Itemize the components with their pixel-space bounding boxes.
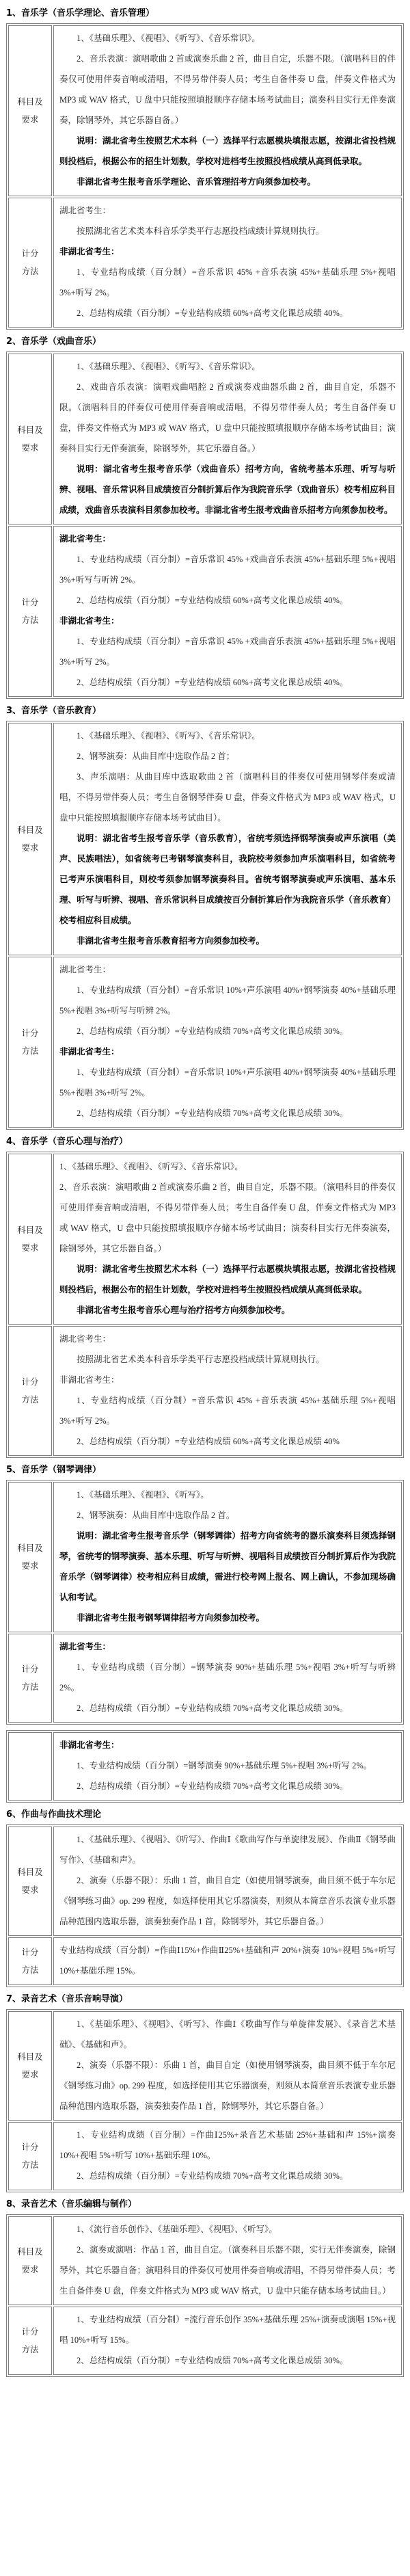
paragraph: 2、演奏（乐器不限）：乐曲 1 首，曲目自定（如使用钢琴演奏，曲目须不低于车尔尼《钢琴练习曲》op. 299 程度，如选择使用其它乐器演奏，则须从本简章音乐表演专业乐器品种范围内选取乐器，演奏独奏作品 1 首，除钢琴外，其它乐器自备。） — [59, 1876, 396, 1926]
row-label: 科目及 要求 — [8, 2216, 52, 2305]
paragraph: 非湖北省考生报考音乐心理与治疗招考方向须参加校考。 — [77, 1305, 290, 1315]
paragraph: 1、专业结构成绩（百分制）=音乐常识 45% +音乐表演 45%+基础乐理 5%+视唱 3%+听写 2%。 — [59, 267, 396, 297]
paragraph: 湖北省考生： — [59, 1642, 111, 1651]
paragraph: 说明：湖北省考生报考音乐学（戏曲音乐）招考方向，省统考基本乐理、听写与听辨、视唱、音乐常识科目成绩按百分制折算后作为我院音乐学（戏曲音乐）校考相应科目成绩，戏曲音乐表演科目须参加校考。非湖北省考生报考戏曲音乐招考方向须参加校考。 — [59, 464, 396, 515]
paragraph: 2、总结构成绩（百分制）=专业结构成绩 70%+高考文化课总成绩 30%。 — [77, 1108, 348, 1118]
table-row — [8, 354, 402, 525]
paragraph: 非湖北省考生报考音乐学理论、音乐管理招考方向须参加校考。 — [77, 177, 316, 187]
paragraph: 非湖北省考生报考音乐教育招考方向须参加校考。 — [77, 936, 265, 946]
table-row — [8, 957, 402, 1128]
table-row — [8, 1326, 402, 1456]
paragraph: 1、专业结构成绩（百分制）=钢琴演奏 90%+基础乐理 5%+视唱 3%+听写与听辨 2%。 — [59, 1662, 396, 1692]
row-label: 计分 方法 — [8, 1937, 52, 1985]
table-row — [8, 2307, 402, 2375]
requirements-table — [6, 2009, 404, 2192]
paragraph: 1、《基础乐理》、《视唱》、《听写》、作曲Ⅰ《歌曲写作与单旋律发展》、作曲Ⅱ《钢琴曲写作》、《基础和声》。 — [59, 1835, 396, 1865]
row-content — [53, 1326, 402, 1456]
section-title: 7、录音艺术（音乐音响导演） — [6, 1994, 128, 2004]
paragraph: 1、专业结构成绩（百分制）=音乐常识 45% +戏曲音乐表演 45%+基础乐理 5%+视唱 3%+听写 2%。 — [59, 637, 396, 667]
paragraph: 1、专业结构成绩（百分制）=流行音乐创作 35%+基础乐理 25%+演奏或演唱 15%+视唱 10%+听写 15%。 — [59, 2315, 396, 2345]
paragraph: 说明：湖北省考生按照艺术本科（一）选择平行志愿模块填报志愿，按湖北省投档规则投档后，根据公布的招生计划数，学校对进档考生按照投档成绩从高到低录取。 — [59, 1264, 396, 1294]
row-label: 计分 方法 — [8, 2307, 52, 2375]
row-content — [53, 1732, 402, 1801]
table-row — [8, 198, 402, 328]
section-title: 6、作曲与作曲技术理论 — [6, 1809, 102, 1820]
paragraph: 湖北省考生： — [59, 206, 111, 215]
row-label: 科目及 要求 — [8, 354, 52, 525]
paragraph: 3、声乐演唱：从曲目库中选取歌曲 2 首（演唱科目的伴奏仅可使用钢琴伴奏或清唱，不得另带伴奏人员；考生自备钢琴伴奏 U 盘，伴奏文件格式为 MP3 或 WAV 格式，U 盘中只能按照填报顺序存储本场考试曲目）。 — [59, 772, 396, 823]
paragraph: 说明：湖北省考生报考音乐学（音乐教育），省统考须选择钢琴演奏或声乐演唱（美声、民族唱法），如省统考已考钢琴演奏科目，我院校考须参加声乐演唱科目，如省统考已考声乐演唱科目，则校考须参加钢琴演奏科目。省统考钢琴演奏或声乐演唱、基本乐理、听写与听辨、视唱、音乐常识科目成绩按百分制折算后作为我院音乐学（音乐教育）校考相应科目成绩。 — [59, 834, 396, 925]
row-label: 科目及 要求 — [8, 1154, 52, 1325]
paragraph: 2、总结构成绩（百分制）=专业结构成绩 60%+高考文化课总成绩 40% — [77, 1437, 340, 1446]
row-content — [53, 2122, 402, 2190]
row-label: 计分 方法 — [8, 526, 52, 697]
paragraph: 2、总结构成绩（百分制）=专业结构成绩 70%+高考文化课总成绩 30%。 — [77, 2356, 348, 2365]
paragraph: 2、钢琴演奏：从曲目库中选取作品 2 首； — [77, 752, 235, 761]
row-content — [53, 526, 402, 697]
paragraph: 非湖北省考生： — [59, 1740, 120, 1750]
paragraph: 1、《基础乐理》、《视唱》、《听写》、《音乐常识》。 — [77, 362, 260, 371]
paragraph: 1、专业结构成绩（百分制）=音乐常识 10%+声乐演唱 40%+钢琴演奏 40%+基础乐理 5%+视唱 3%+听写与听辨 2%。 — [59, 985, 396, 1015]
paragraph: 1、专业结构成绩（百分制）=作曲Ⅰ25%+录音艺术基础 25%+基础和声 15%+演奏 10%+视唱 5%+听写 10%+基础乐理 10%。 — [59, 2130, 396, 2160]
row-content — [53, 1634, 402, 1723]
row-content — [53, 198, 402, 328]
paragraph: 非湖北省考生： — [59, 247, 120, 256]
section-title: 3、音乐学（音乐教育） — [6, 706, 102, 716]
section-title: 5、音乐学（钢琴调律） — [6, 1465, 102, 1475]
table-row — [8, 2122, 402, 2190]
section-title: 4、音乐学（音乐心理与治疗） — [6, 1137, 128, 1147]
row-content — [53, 1154, 402, 1325]
table-row — [8, 526, 402, 697]
row-content — [53, 723, 402, 955]
row-content — [53, 957, 402, 1128]
paragraph: 2、总结构成绩（百分制）=专业结构成绩 60%+高考文化课总成绩 40%。 — [77, 678, 348, 687]
row-content — [53, 1827, 402, 1936]
row-label: 计分 方法 — [8, 2122, 52, 2190]
paragraph: 1、《基础乐理》、《视唱》、《听写》。 — [77, 1490, 209, 1500]
paragraph: 2、总结构成绩（百分制）=专业结构成绩 70%+高考文化课总成绩 30%。 — [77, 1781, 348, 1791]
paragraph: 专业结构成绩（百分制）=作曲Ⅰ15%+作曲Ⅱ25%+基础和声 20%+演奏 10%+视唱 5%+听写 10%+基础乐理 15%。 — [59, 1946, 396, 1976]
requirements-table — [6, 721, 404, 1130]
section-title: 1、音乐学（音乐学理论、音乐管理） — [6, 8, 155, 18]
requirements-table — [6, 1152, 404, 1458]
table-row — [8, 1482, 402, 1632]
paragraph: 非湖北省考生报考钢琴调律招考方向须参加校考。 — [77, 1613, 265, 1623]
paragraph: 2、演奏（乐器不限）：乐曲 1 首，曲目自定（如使用钢琴演奏，曲目须不低于车尔尼《钢琴练习曲》op. 299 程度，如选择使用其它乐器演奏，则须从本简章音乐表演专业乐器品种范围内选取乐器，演奏独奏作品 1 首，除钢琴外，其它乐器自备。） — [59, 2060, 396, 2111]
paragraph: 1、专业结构成绩（百分制）=钢琴演奏 90%+基础乐理 5%+视唱 3%+听写 2%。 — [77, 1761, 372, 1770]
paragraph: 非湖北省考生： — [59, 1375, 120, 1385]
paragraph: 2、总结构成绩（百分制）=专业结构成绩 70%+高考文化课总成绩 30%。 — [77, 1026, 348, 1036]
requirements-table — [6, 351, 404, 699]
paragraph: 1、《基础乐理》、《视唱》、《听写》、《音乐常识》。 — [77, 731, 260, 741]
table-row — [8, 1937, 402, 1985]
table-row — [8, 1634, 402, 1723]
paragraph: 1、《基础乐理》、《视唱》、《听写》、作曲Ⅰ《歌曲写作与单旋律发展》、《录音艺术基础》、《基础和声》。 — [59, 2019, 396, 2049]
paragraph: 1、专业结构成绩（百分制）=音乐常识 10%+声乐演唱 40%+钢琴演奏 40%+基础乐理 5%+视唱 3%+听写 2%。 — [59, 1067, 396, 1098]
table-row — [8, 1154, 402, 1325]
paragraph: 湖北省考生： — [59, 534, 111, 544]
paragraph: 1、《基础乐理》、《视唱》、《听写》、《音乐常识》。 — [59, 1162, 243, 1171]
paragraph: 2、戏曲音乐表演：演唱戏曲唱腔 2 首或演奏戏曲器乐曲 2 首，曲目自定，乐器不限。（演唱科目的伴奏仅可使用伴奏音响或清唱，不得另带伴奏人员；考生自备伴奏 U 盘，伴奏文件格式为 MP3 或 WAV 格式，U 盘中只能按照填报顺序存储本场考试曲目；演奏科目实行无伴奏演奏，除钢琴外，其它乐器自备。） — [59, 382, 396, 453]
table-row — [8, 723, 402, 955]
requirements-table — [6, 1480, 404, 1725]
paragraph: 1、《基础乐理》、《视唱》、《听写》、《音乐常识》。 — [77, 34, 260, 43]
paragraph: 1、专业结构成绩（百分制）=音乐常识 45% +戏曲音乐表演 45%+基础乐理 5%+视唱 3%+听写与听辨 2%。 — [59, 555, 396, 585]
row-content — [53, 354, 402, 525]
row-content — [53, 1937, 402, 1985]
section-title: 8、录音艺术（音乐编辑与制作） — [6, 2199, 137, 2209]
row-label: 计分 方法 — [8, 1326, 52, 1456]
row-label — [8, 1732, 52, 1801]
paragraph: 非湖北省考生： — [59, 1047, 120, 1057]
paragraph: 按照湖北省艺术类本科音乐学类平行志愿投档成绩计算规则执行。 — [77, 1355, 325, 1364]
requirements-table — [6, 1824, 404, 1987]
table-row — [8, 1827, 402, 1936]
table-row — [8, 2011, 402, 2121]
row-content — [53, 2011, 402, 2121]
row-label: 科目及 要求 — [8, 723, 52, 955]
paragraph: 按照湖北省艺术类本科音乐学类平行志愿投档成绩计算规则执行。 — [77, 226, 325, 236]
table-row — [8, 1732, 402, 1801]
paragraph: 2、总结构成绩（百分制）=专业结构成绩 60%+高考文化课总成绩 40%。 — [77, 596, 348, 605]
paragraph: 2、音乐表演：演唱歌曲 2 首或演奏乐曲 2 首，曲目自定，乐器不限。（演唱科目的伴奏仅可使用伴奏音响或清唱，不得另带伴奏人员；考生自备伴奏 U 盘，伴奏文件格式为 MP3 或 WAV 格式，U 盘中只能按照填报顺序存储本场考试曲目；演奏科目实行无伴奏演奏，除钢琴外，其它乐器自备。） — [59, 54, 396, 125]
paragraph: 1、《流行音乐创作》、《基础乐理》、《视唱》、《听写》。 — [77, 2225, 277, 2234]
paragraph: 湖北省考生： — [59, 965, 111, 974]
paragraph: 湖北省考生： — [59, 1334, 111, 1344]
row-label: 计分 方法 — [8, 1634, 52, 1723]
paragraph: 说明：湖北省考生报考音乐学（钢琴调律）招考方向省统考的器乐演奏科目须选择钢琴，省统考的钢琴演奏、基本乐理、听写与听辨、视唱科目成绩按百分制折算后作为我院音乐学（钢琴调律）校考相应科目成绩，需进行校考网上报名、网上确认，不参加现场确认和考试。 — [59, 1531, 396, 1602]
paragraph: 非湖北省考生： — [59, 616, 120, 626]
paragraph: 2、钢琴演奏：从曲目库中选取作品 2 首。 — [77, 1511, 235, 1520]
requirements-table — [6, 1730, 404, 1803]
paragraph: 2、音乐表演：演唱歌曲 2 首或演奏乐曲 2 首，曲目自定，乐器不限。（演唱科目的伴奏仅可使用伴奏音响或清唱，不得另带伴奏人员；考生自备伴奏 U 盘，伴奏文件格式为 MP3 或 WAV 格式，U 盘中只能按照填报顺序存储本场考试曲目；演奏科目实行无伴奏演奏，除钢琴外，其它乐器自备。） — [59, 1182, 396, 1253]
requirements-table — [6, 23, 404, 330]
row-content — [53, 2216, 402, 2305]
paragraph: 2、总结构成绩（百分制）=专业结构成绩 70%+高考文化课总成绩 30%。 — [77, 2171, 348, 2181]
row-label: 计分 方法 — [8, 957, 52, 1128]
section-title: 2、音乐学（戏曲音乐） — [6, 336, 102, 347]
row-label: 科目及 要求 — [8, 1482, 52, 1632]
table-row — [8, 25, 402, 196]
requirements-table — [6, 2214, 404, 2377]
row-content — [53, 1482, 402, 1632]
row-content — [53, 25, 402, 196]
paragraph: 2、演奏或演唱：作品 1 首，曲目自定。（演奏科目乐器不限，实行无伴奏演奏，除钢琴外，其它乐器自备；演唱科目的伴奏仅可使用伴奏音响或清唱，不得另带伴奏人员；考生自备伴奏 U 盘，伴奏文件格式为 MP3 或 WAV 格式，U 盘中只能存储本场考试曲目。） — [59, 2245, 396, 2296]
row-label: 科目及 要求 — [8, 2011, 52, 2121]
paragraph: 2、总结构成绩（百分制）=专业结构成绩 60%+高考文化课总成绩 40%。 — [77, 308, 348, 318]
row-content — [53, 2307, 402, 2375]
paragraph: 2、总结构成绩（百分制）=专业结构成绩 70%+高考文化课总成绩 30%。 — [77, 1703, 348, 1713]
table-row — [8, 2216, 402, 2305]
row-label: 科目及 要求 — [8, 25, 52, 196]
row-label: 计分 方法 — [8, 198, 52, 328]
paragraph: 1、专业结构成绩（百分制）=音乐常识 45% +音乐表演 45%+基础乐理 5%+视唱 3%+听写 2%。 — [59, 1396, 396, 1426]
row-label: 科目及 要求 — [8, 1827, 52, 1936]
paragraph: 说明：湖北省考生按照艺术本科（一）选择平行志愿模块填报志愿，按湖北省投档规则投档后，根据公布的招生计划数，学校对进档考生按照投档成绩从高到低录取。 — [59, 136, 396, 166]
